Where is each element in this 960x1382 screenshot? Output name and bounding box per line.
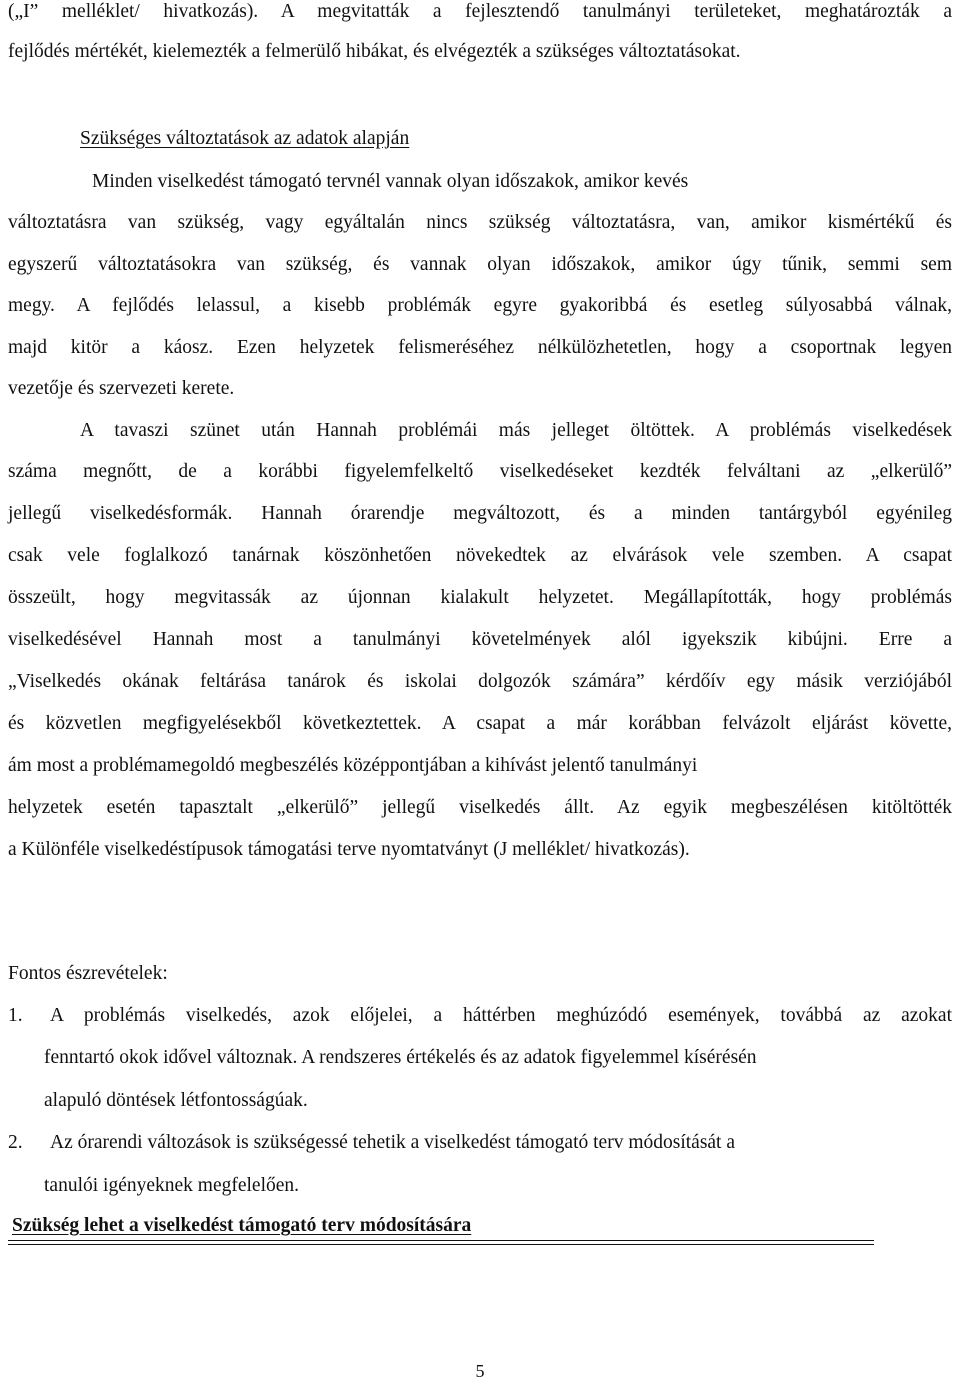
note-2-line-1: Az órarendi változások is szükségessé tehetik a viselkedést támogató terv módosítását a xyxy=(50,1132,736,1153)
p1-line-6: vezetője és szervezeti kerete. xyxy=(8,378,235,399)
note-1-line-2: fenntartó okok idővel változnak. A rendszeres értékelés és az adatok figyelemmel kísérésén xyxy=(44,1047,757,1068)
p1-line-2: változtatásra van szükség, vagy egyáltalán nincs szükség változtatásra, van, amikor kismértékű és xyxy=(8,212,952,233)
p2-line-3: jellegű viselkedésformák. Hannah órarendje megváltozott, és a minden tantárgyból egyénileg xyxy=(8,503,952,524)
p2-line-2: száma megnőtt, de a korábbi figyelemfelkeltő viselkedéseket kezdték felváltani az „elkerülő” xyxy=(8,461,952,482)
note-1-line-3: alapuló döntések létfontosságúak. xyxy=(44,1090,308,1111)
p2-line-4: csak vele foglalkozó tanárnak köszönhetően növekedtek az elvárások vele szemben. A csapat xyxy=(8,545,952,566)
page-number: 5 xyxy=(475,1361,485,1381)
p2-line-9: ám most a problémamegoldó megbeszélés középpontjában a kihívást jelentő tanulmányi xyxy=(8,755,698,776)
intro-line-2: fejlődés mértékét, kielemezték a felmerülő hibákat, és elvégezték a szükséges változtatásokat. xyxy=(8,41,741,62)
p2-line-8: és közvetlen megfigyelésekből következtettek. A csapat a már korábban felvázolt eljárást követte, xyxy=(8,713,952,734)
section-rule-bottom xyxy=(8,1244,874,1245)
section-title: Szükség lehet a viselkedést támogató terv módosítására xyxy=(12,1215,472,1236)
p1-line-1: Minden viselkedést támogató tervnél vannak olyan időszakok, amikor kevés xyxy=(92,171,689,192)
p2-line-11: a Különféle viselkedéstípusok támogatási terve nyomtatványt (J melléklet/ hivatkozás). xyxy=(8,839,690,860)
p2-line-10: helyzetek esetén tapasztalt „elkerülő” jellegű viselkedés állt. Az egyik megbeszélésen kitöltötték xyxy=(8,797,952,818)
subheading: Szükséges változtatások az adatok alapján xyxy=(80,128,410,149)
p1-line-5: majd kitör a káosz. Ezen helyzetek felismeréséhez nélkülözhetetlen, hogy a csoportnak legyen xyxy=(8,337,952,358)
note-1-number: 1. xyxy=(8,1005,23,1026)
intro-line-1: („I” melléklet/ hivatkozás). A megvitatták a fejlesztendő tanulmányi területeket, meghatározták a xyxy=(8,1,952,22)
notes-title: Fontos észrevételek: xyxy=(8,963,168,984)
p1-line-4: megy. A fejlődés lelassul, a kisebb problémák egyre gyakoribbá és esetleg súlyosabbá válnak, xyxy=(8,295,952,316)
section-rule-top xyxy=(8,1240,874,1241)
p2-line-6: viselkedésével Hannah most a tanulmányi követelmények alól igyekszik kibújni. Erre a xyxy=(8,629,952,650)
note-2-number: 2. xyxy=(8,1132,23,1153)
p2-line-1: A tavaszi szünet után Hannah problémái más jelleget öltöttek. A problémás viselkedések xyxy=(80,420,952,441)
note-2-line-2: tanulói igényeknek megfelelően. xyxy=(44,1175,300,1196)
note-1-line-1: A problémás viselkedés, azok előjelei, a háttérben meghúzódó események, továbbá az azokat xyxy=(50,1005,952,1026)
p2-line-5: összeült, hogy megvitassák az újonnan kialakult helyzetet. Megállapították, hogy problémás xyxy=(8,587,952,608)
p2-line-7: „Viselkedés okának feltárása tanárok és iskolai dolgozók számára” kérdőív egy másik verziójából xyxy=(8,671,952,692)
p1-line-3: egyszerű változtatásokra van szükség, és vannak olyan időszakok, amikor úgy tűnik, semmi sem xyxy=(8,254,952,275)
